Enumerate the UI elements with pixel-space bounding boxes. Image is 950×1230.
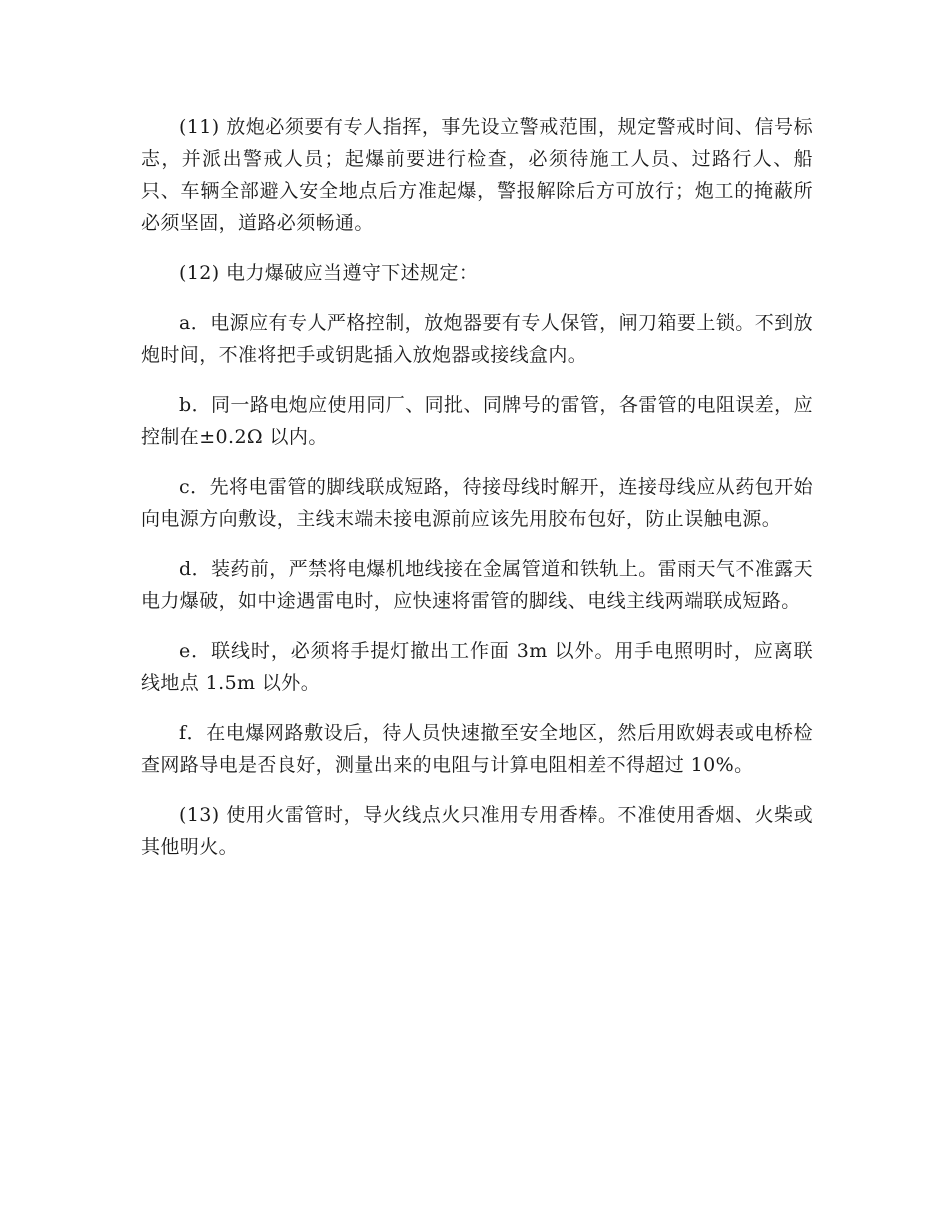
paragraph-e: e．联线时，必须将手提灯撤出工作面 3m 以外。用手电照明时，应离联线地点 1.5m 以外。 [141,640,813,694]
paragraph-c: c．先将电雷管的脚线联成短路，待接母线时解开，连接母线应从药包开始向电源方向敷设，主线末端未接电源前应该先用胶布包好，防止误触电源。 [141,476,813,530]
paragraph-12: (12) 电力爆破应当遵守下述规定： [179,262,479,284]
paragraph-b: b．同一路电炮应使用同厂、同批、同牌号的雷管，各雷管的电阻误差，应控制在±0.2Ω 以内。 [141,394,813,448]
paragraph-11: (11) 放炮必须要有专人指挥，事先设立警戒范围，规定警戒时间、信号标志，并派出警戒人员；起爆前要进行检查，必须待施工人员、过路行人、船只、车辆全部避入安全地点后方准起爆，警报解除后方可放行；炮工的掩蔽所必须坚固，道路必须畅通。 [141,116,813,234]
paragraph-d: d．装药前，严禁将电爆机地线接在金属管道和铁轨上。雷雨天气不准露天电力爆破，如中途遇雷电时，应快速将雷管的脚线、电线主线两端联成短路。 [141,558,813,612]
paragraph-13: (13) 使用火雷管时，导火线点火只准用专用香棒。不准使用香烟、火柴或其他明火。 [141,804,813,858]
paragraph-f: f．在电爆网路敷设后，待人员快速撤至安全地区，然后用欧姆表或电桥检查网路导电是否良好，测量出来的电阻与计算电阻相差不得超过 10%。 [141,722,813,776]
document-body [141,111,813,881]
paragraph-a: a．电源应有专人严格控制，放炮器要有专人保管，闸刀箱要上锁。不到放炮时间，不准将把手或钥匙插入放炮器或接线盒内。 [141,312,813,366]
